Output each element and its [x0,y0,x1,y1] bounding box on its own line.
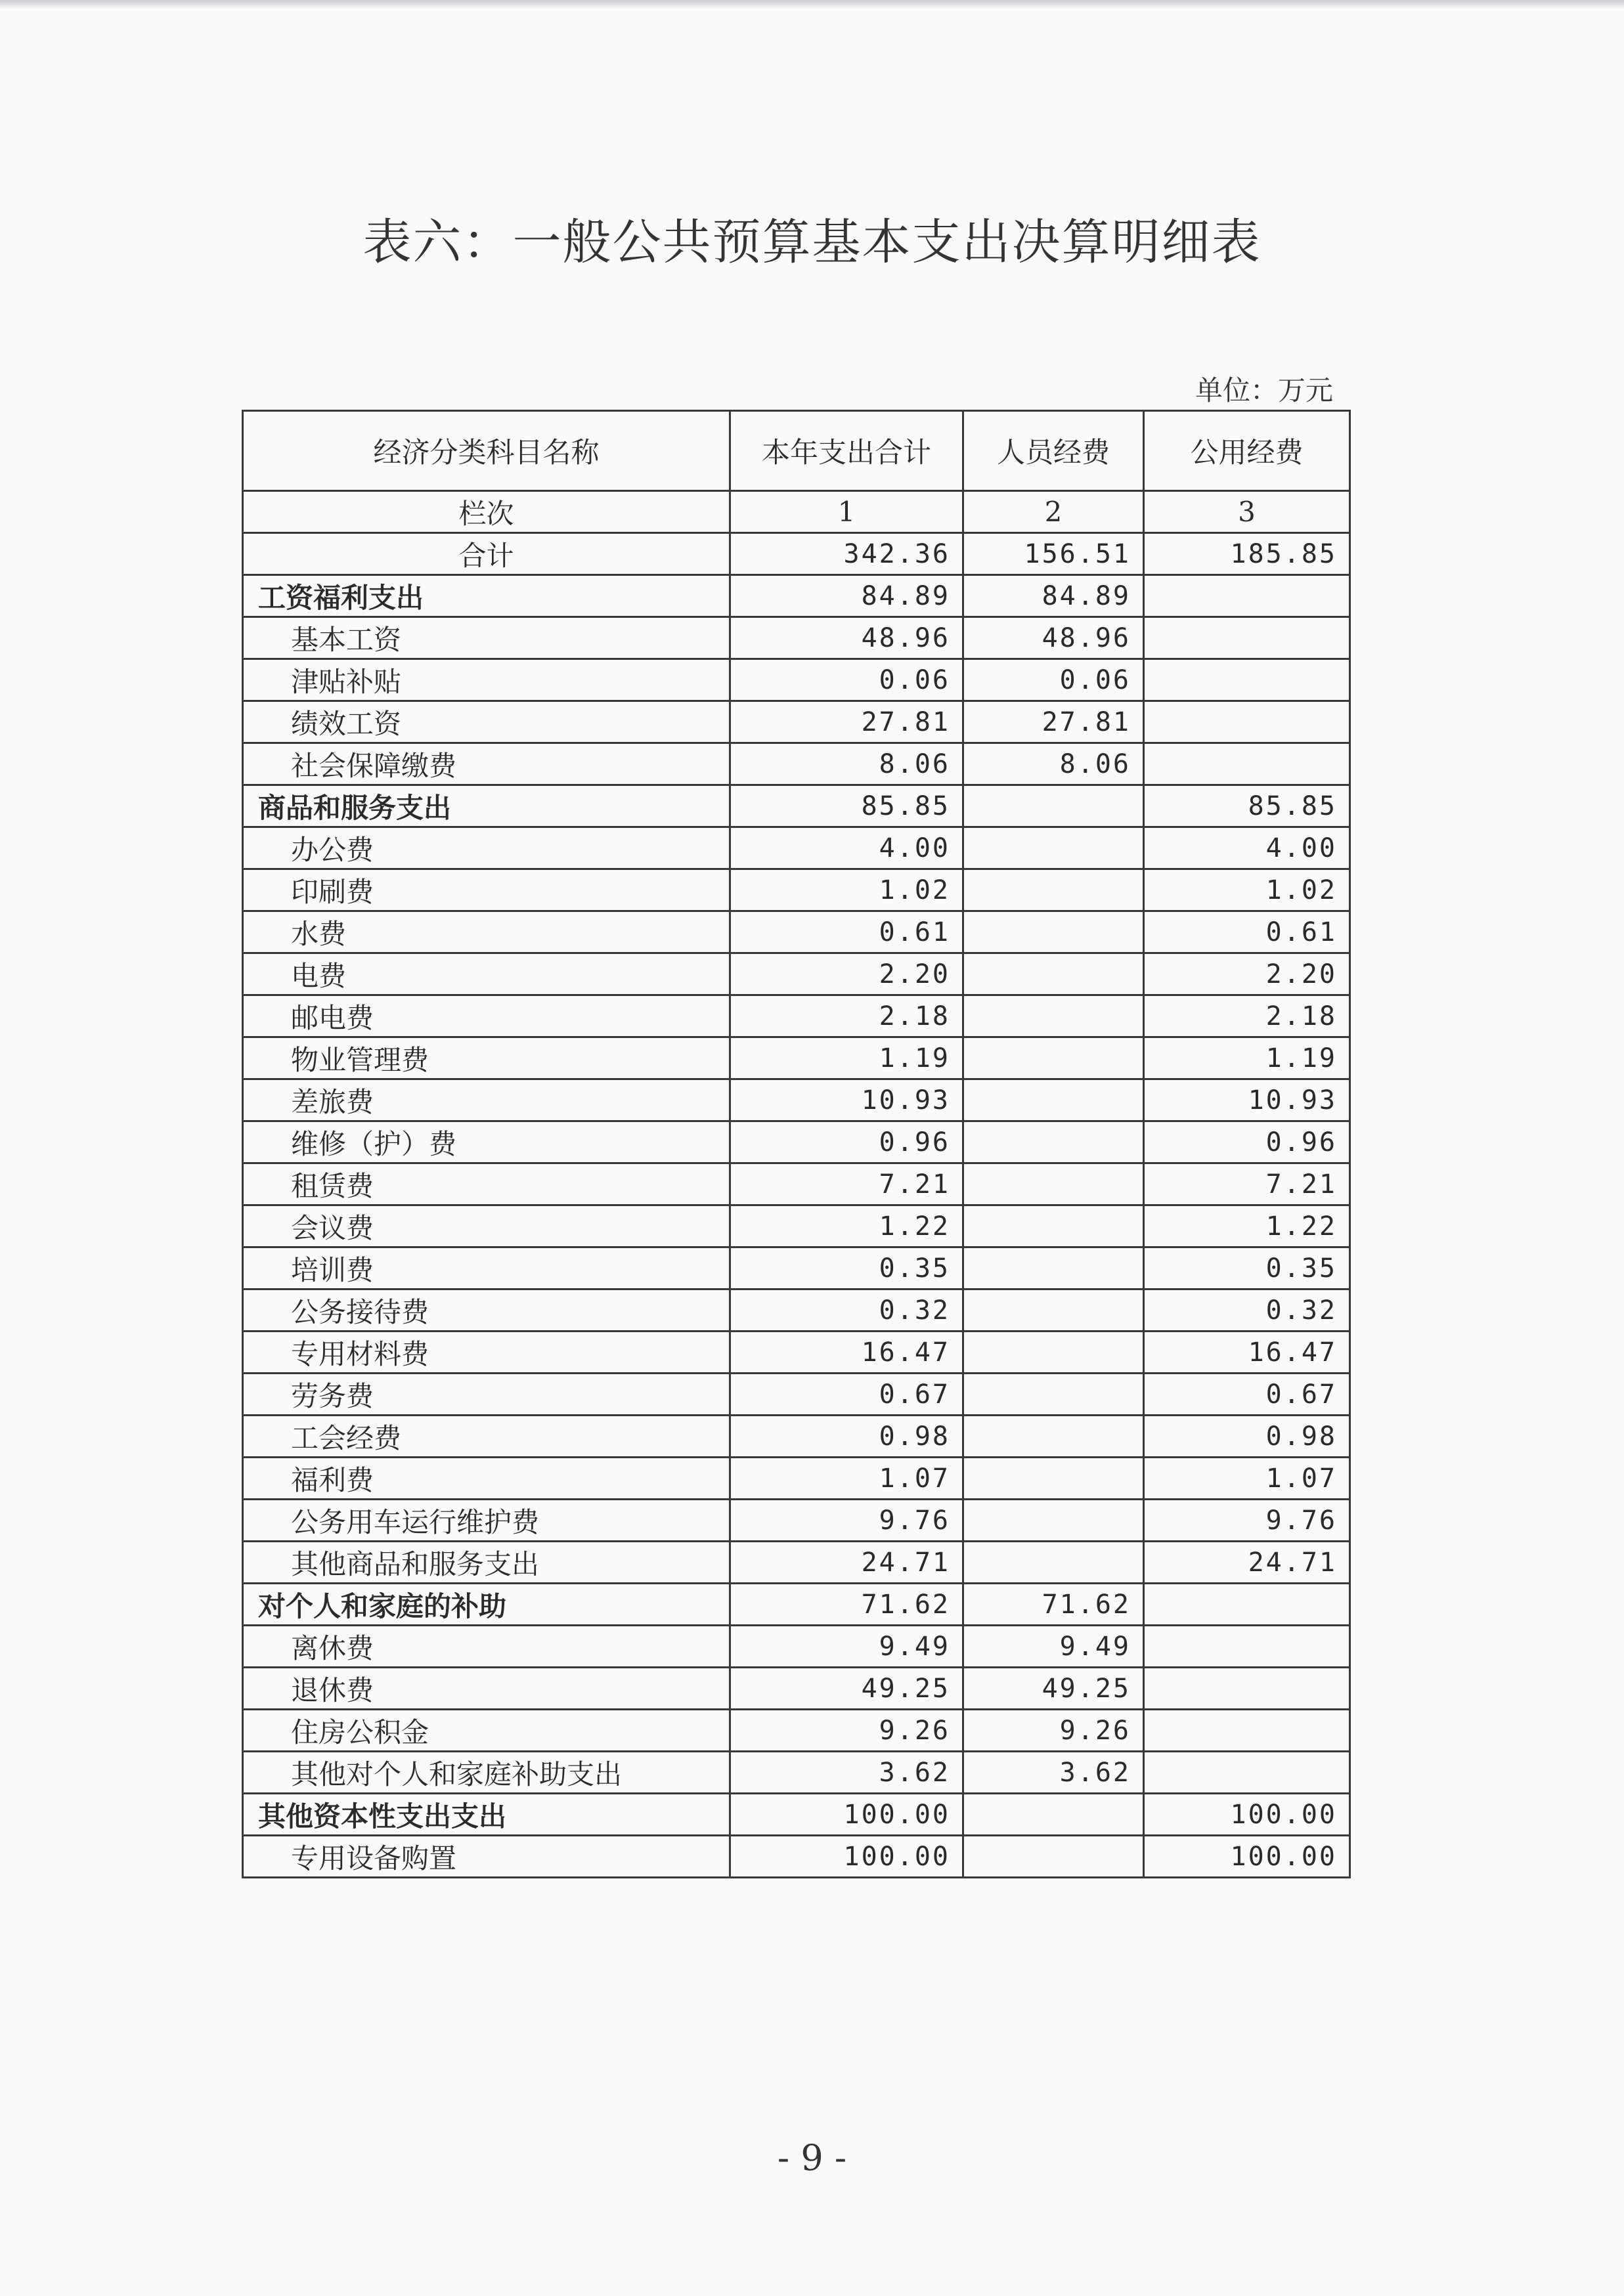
row-total: 27.81 [730,701,963,743]
header-public: 公用经费 [1144,411,1350,491]
row-total: 10.93 [730,1079,963,1121]
row-public: 0.61 [1144,911,1350,953]
row-personnel [963,1332,1144,1374]
table-row [243,911,1350,953]
row-name: 培训费 [243,1247,730,1289]
row-public [1144,1626,1350,1668]
row-total: 2.18 [730,995,963,1037]
row-public: 4.00 [1144,827,1350,869]
column-index-1: 1 [730,491,963,533]
row-personnel [963,1079,1144,1121]
row-name: 福利费 [243,1458,730,1500]
table-row [243,1037,1350,1079]
page-number: - 9 - [777,2137,847,2178]
row-name: 退休费 [243,1668,730,1710]
row-name: 公务用车运行维护费 [243,1500,730,1542]
row-personnel: 71.62 [963,1584,1144,1626]
row-personnel: 49.25 [963,1668,1144,1710]
row-name: 专用设备购置 [243,1836,730,1878]
row-total: 2.20 [730,953,963,995]
row-name: 专用材料费 [243,1332,730,1374]
row-public [1144,701,1350,743]
row-name: 基本工资 [243,617,730,659]
row-personnel [963,953,1144,995]
row-personnel: 9.26 [963,1710,1144,1752]
row-public: 0.32 [1144,1289,1350,1332]
row-personnel [963,1037,1144,1079]
row-name: 电费 [243,953,730,995]
header-personnel: 人员经费 [963,411,1144,491]
row-name: 工会经费 [243,1416,730,1458]
table-row [243,701,1350,743]
page-title: 表六：一般公共预算基本支出决算明细表 [362,214,1262,271]
table-row [243,743,1350,785]
table-row [243,1332,1350,1374]
table-row [243,1374,1350,1416]
table-row [243,1668,1350,1710]
row-total: 1.07 [730,1458,963,1500]
row-public: 0.98 [1144,1416,1350,1458]
row-name: 印刷费 [243,869,730,911]
row-name: 津贴补贴 [243,659,730,701]
table-row [243,1836,1350,1878]
row-name: 其他对个人和家庭补助支出 [243,1752,730,1794]
table-row [243,1247,1350,1289]
total-row [243,533,1350,575]
table-row [243,1205,1350,1247]
row-name: 办公费 [243,827,730,869]
row-personnel [963,1794,1144,1836]
row-name: 会议费 [243,1205,730,1247]
category-row [243,785,1350,827]
column-index-row [243,491,1350,533]
row-total: 84.89 [730,575,963,617]
row-personnel: 156.51 [963,533,1144,575]
row-public: 9.76 [1144,1500,1350,1542]
row-public [1144,1710,1350,1752]
row-personnel [963,1416,1144,1458]
column-index-3: 3 [1144,491,1350,533]
table-row [243,1626,1350,1668]
row-total: 0.35 [730,1247,963,1289]
row-personnel: 48.96 [963,617,1144,659]
row-personnel [963,1542,1144,1584]
row-public: 85.85 [1144,785,1350,827]
row-total: 49.25 [730,1668,963,1710]
table-row [243,1710,1350,1752]
row-total: 1.19 [730,1037,963,1079]
row-name: 商品和服务支出 [243,785,730,827]
row-name: 社会保障缴费 [243,743,730,785]
table-row [243,995,1350,1037]
row-name: 维修（护）费 [243,1121,730,1163]
row-public [1144,1668,1350,1710]
row-public: 100.00 [1144,1836,1350,1878]
row-name: 住房公积金 [243,1710,730,1752]
table-row [243,869,1350,911]
table-row [243,1416,1350,1458]
row-public: 24.71 [1144,1542,1350,1584]
row-name: 其他商品和服务支出 [243,1542,730,1584]
row-personnel [963,911,1144,953]
row-name: 公务接待费 [243,1289,730,1332]
row-personnel [963,1836,1144,1878]
row-public: 0.67 [1144,1374,1350,1416]
row-total: 0.06 [730,659,963,701]
row-total: 24.71 [730,1542,963,1584]
header-total: 本年支出合计 [730,411,963,491]
row-personnel: 84.89 [963,575,1144,617]
column-index-label: 栏次 [243,491,730,533]
row-public: 185.85 [1144,533,1350,575]
row-total: 0.32 [730,1289,963,1332]
row-name: 物业管理费 [243,1037,730,1079]
row-personnel [963,1458,1144,1500]
row-total: 100.00 [730,1836,963,1878]
row-personnel [963,1289,1144,1332]
row-name: 其他资本性支出支出 [243,1794,730,1836]
row-name: 劳务费 [243,1374,730,1416]
row-name: 租赁费 [243,1163,730,1205]
row-total: 0.61 [730,911,963,953]
row-total: 0.98 [730,1416,963,1458]
row-total: 1.02 [730,869,963,911]
table-row [243,1458,1350,1500]
row-total: 0.67 [730,1374,963,1416]
row-total: 71.62 [730,1584,963,1626]
table-row [243,1079,1350,1121]
row-public: 1.22 [1144,1205,1350,1247]
table-row [243,953,1350,995]
table-row [243,1121,1350,1163]
row-public [1144,1584,1350,1626]
row-name: 水费 [243,911,730,953]
category-row [243,575,1350,617]
row-personnel: 0.06 [963,659,1144,701]
row-total: 3.62 [730,1752,963,1794]
column-index-2: 2 [963,491,1144,533]
header-item-name: 经济分类科目名称 [243,411,730,491]
row-personnel [963,827,1144,869]
table-header-row [243,411,1350,491]
row-name: 工资福利支出 [243,575,730,617]
table-row [243,617,1350,659]
scan-edge [0,0,1624,9]
row-public: 1.02 [1144,869,1350,911]
row-public: 0.35 [1144,1247,1350,1289]
row-public: 1.07 [1144,1458,1350,1500]
row-personnel: 8.06 [963,743,1144,785]
row-total: 9.49 [730,1626,963,1668]
row-personnel [963,1500,1144,1542]
row-public [1144,617,1350,659]
row-personnel [963,1247,1144,1289]
row-personnel [963,869,1144,911]
row-total: 1.22 [730,1205,963,1247]
row-total: 4.00 [730,827,963,869]
table-row [243,827,1350,869]
row-personnel [963,1121,1144,1163]
row-public: 0.96 [1144,1121,1350,1163]
row-public [1144,575,1350,617]
row-personnel [963,995,1144,1037]
row-personnel [963,785,1144,827]
row-name: 邮电费 [243,995,730,1037]
row-public: 16.47 [1144,1332,1350,1374]
row-total: 342.36 [730,533,963,575]
row-total: 7.21 [730,1163,963,1205]
row-total: 85.85 [730,785,963,827]
row-total: 100.00 [730,1794,963,1836]
row-public: 100.00 [1144,1794,1350,1836]
row-total: 8.06 [730,743,963,785]
row-public: 7.21 [1144,1163,1350,1205]
table-row [243,659,1350,701]
row-total: 9.26 [730,1710,963,1752]
row-public: 1.19 [1144,1037,1350,1079]
row-name: 绩效工资 [243,701,730,743]
table-body [243,411,1350,1878]
row-total: 48.96 [730,617,963,659]
row-personnel [963,1163,1144,1205]
row-name: 对个人和家庭的补助 [243,1584,730,1626]
row-name: 差旅费 [243,1079,730,1121]
row-public [1144,1752,1350,1794]
row-total: 9.76 [730,1500,963,1542]
table-row [243,1542,1350,1584]
category-row [243,1584,1350,1626]
table-row [243,1163,1350,1205]
row-total: 0.96 [730,1121,963,1163]
table-row [243,1289,1350,1332]
row-total: 16.47 [730,1332,963,1374]
row-public [1144,659,1350,701]
row-public: 10.93 [1144,1079,1350,1121]
row-personnel [963,1205,1144,1247]
row-personnel: 3.62 [963,1752,1144,1794]
budget-table [242,410,1351,1878]
row-personnel [963,1374,1144,1416]
table-row [243,1752,1350,1794]
unit-label: 单位：万元 [1195,374,1333,406]
row-public: 2.18 [1144,995,1350,1037]
row-personnel: 27.81 [963,701,1144,743]
category-row [243,1794,1350,1836]
table-row [243,1500,1350,1542]
row-name: 离休费 [243,1626,730,1668]
row-personnel: 9.49 [963,1626,1144,1668]
row-name: 合计 [243,533,730,575]
row-public [1144,743,1350,785]
row-public: 2.20 [1144,953,1350,995]
